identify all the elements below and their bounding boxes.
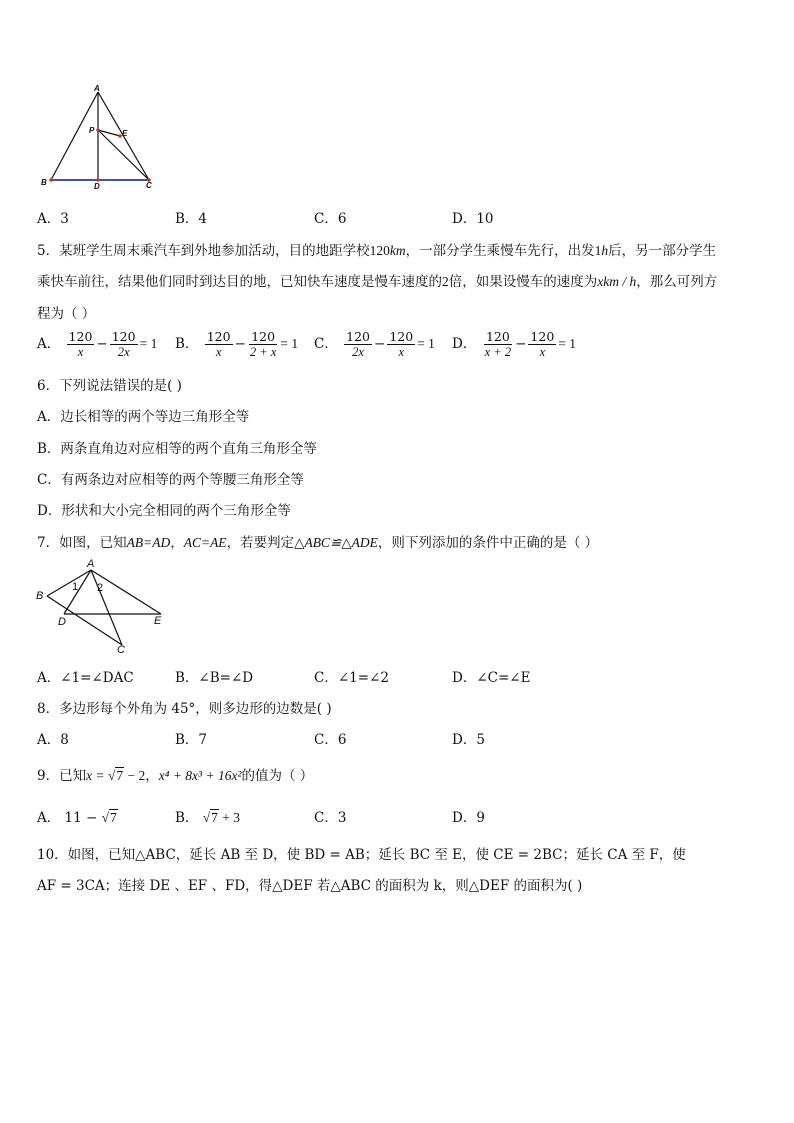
q7-option-b[interactable]: B．∠B=∠D	[175, 670, 254, 686]
label-c: C	[117, 644, 125, 656]
q4-option-c[interactable]: C．6	[314, 211, 347, 227]
question-7-figure	[34, 556, 169, 656]
angle-1-label: 1	[72, 581, 79, 593]
q10-stem-line1: 10．如图，已知△ABC，延长 AB 至 D，使 BD = AB；延长 BC 至 E，使 CE = 2BC；延长 CA 至 F，使	[37, 847, 686, 863]
q8-option-a[interactable]: A．8	[37, 732, 69, 748]
label-d: D	[94, 182, 100, 191]
q8-option-d[interactable]: D．5	[452, 732, 485, 748]
q5-option-a[interactable]: A． $\frac{120}{x}$ − $\frac{120}{2x}$ = 1	[37, 329, 158, 359]
label-d: D	[58, 616, 66, 628]
angle-2-label: 2	[97, 582, 104, 594]
q8-option-b[interactable]: B．7	[175, 732, 208, 748]
q8-option-c[interactable]: C．6	[314, 732, 347, 748]
q7-stem: 7．如图，已知AB=AD，AC=AE，若要判定△ABC≌△ADE，则下列添加的条件中正确的是（ ）	[37, 535, 599, 551]
q9-option-d[interactable]: D．9	[452, 810, 485, 826]
q6-stem: 6．下列说法错误的是( )	[37, 378, 182, 394]
q7-option-c[interactable]: C．∠1=∠2	[314, 670, 389, 686]
q5-stem-line2: 乘快车前往，结果他们同时到达目的地，已知快车速度是慢车速度的2倍，如果设慢车的速度为xkm / h，那么可列方	[37, 274, 718, 290]
label-e: E	[154, 615, 162, 627]
q5-stem-line1: 5．某班学生周末乘汽车到外地参加活动，目的地距学校120km，一部分学生乘慢车先行，出发1h后，另一部分学生	[37, 243, 717, 259]
q5-option-c[interactable]: C． $\frac{120}{2x}$ − $\frac{120}{x}$ = 1	[314, 329, 435, 359]
q9-option-b[interactable]: B． √7 + 3	[175, 810, 241, 826]
q7-option-d[interactable]: D．∠C=∠E	[452, 670, 531, 686]
label-b: B	[41, 178, 47, 187]
q6-option-a[interactable]: A．边长相等的两个等边三角形全等	[37, 409, 250, 425]
q6-option-d[interactable]: D．形状和大小完全相同的两个三角形全等	[37, 503, 291, 519]
q5-option-d[interactable]: D． $\frac{120}{x + 2}$ − $\frac{120}{x}$ = 1	[452, 329, 577, 359]
q10-stem-line2: AF = 3CA；连接 DE 、EF 、FD，得△DEF 若△ABC 的面积为 k，则△DEF 的面积为( )	[37, 878, 583, 894]
q4-option-a[interactable]: A．3	[37, 211, 69, 227]
label-e: E	[122, 129, 128, 138]
q6-option-c[interactable]: C．有两条边对应相等的两个等腰三角形全等	[37, 472, 304, 488]
q9-option-a[interactable]: A． 11 − √7	[37, 810, 117, 826]
q5-stem-line3: 程为（ ）	[37, 306, 96, 322]
label-a: A	[94, 84, 100, 93]
q4-option-b[interactable]: B．4	[175, 211, 208, 227]
segment-ab	[47, 570, 91, 596]
q9-option-c[interactable]: C．3	[314, 810, 347, 826]
label-a: A	[87, 558, 95, 570]
q7-option-a[interactable]: A．∠1=∠DAC	[37, 670, 134, 686]
q5-option-b[interactable]: B． $\frac{120}{x}$ − $\frac{120}{2 + x}$ = 1	[175, 329, 299, 359]
label-b: B	[36, 590, 44, 602]
label-p: P	[89, 126, 95, 135]
q8-stem: 8．多边形每个外角为 45°，则多边形的边数是( )	[37, 701, 332, 717]
q6-option-b[interactable]: B．两条直角边对应相等的两个直角三角形全等	[37, 441, 317, 457]
question-4-figure	[36, 84, 166, 194]
segment-ac	[91, 570, 122, 645]
label-c: C	[146, 181, 152, 190]
q9-stem: 9．已知x = √7 − 2，x⁴ + 8x³ + 16x²的值为（ ）	[37, 768, 314, 784]
segment-ab	[51, 92, 98, 180]
q4-option-d[interactable]: D．10	[452, 211, 494, 227]
